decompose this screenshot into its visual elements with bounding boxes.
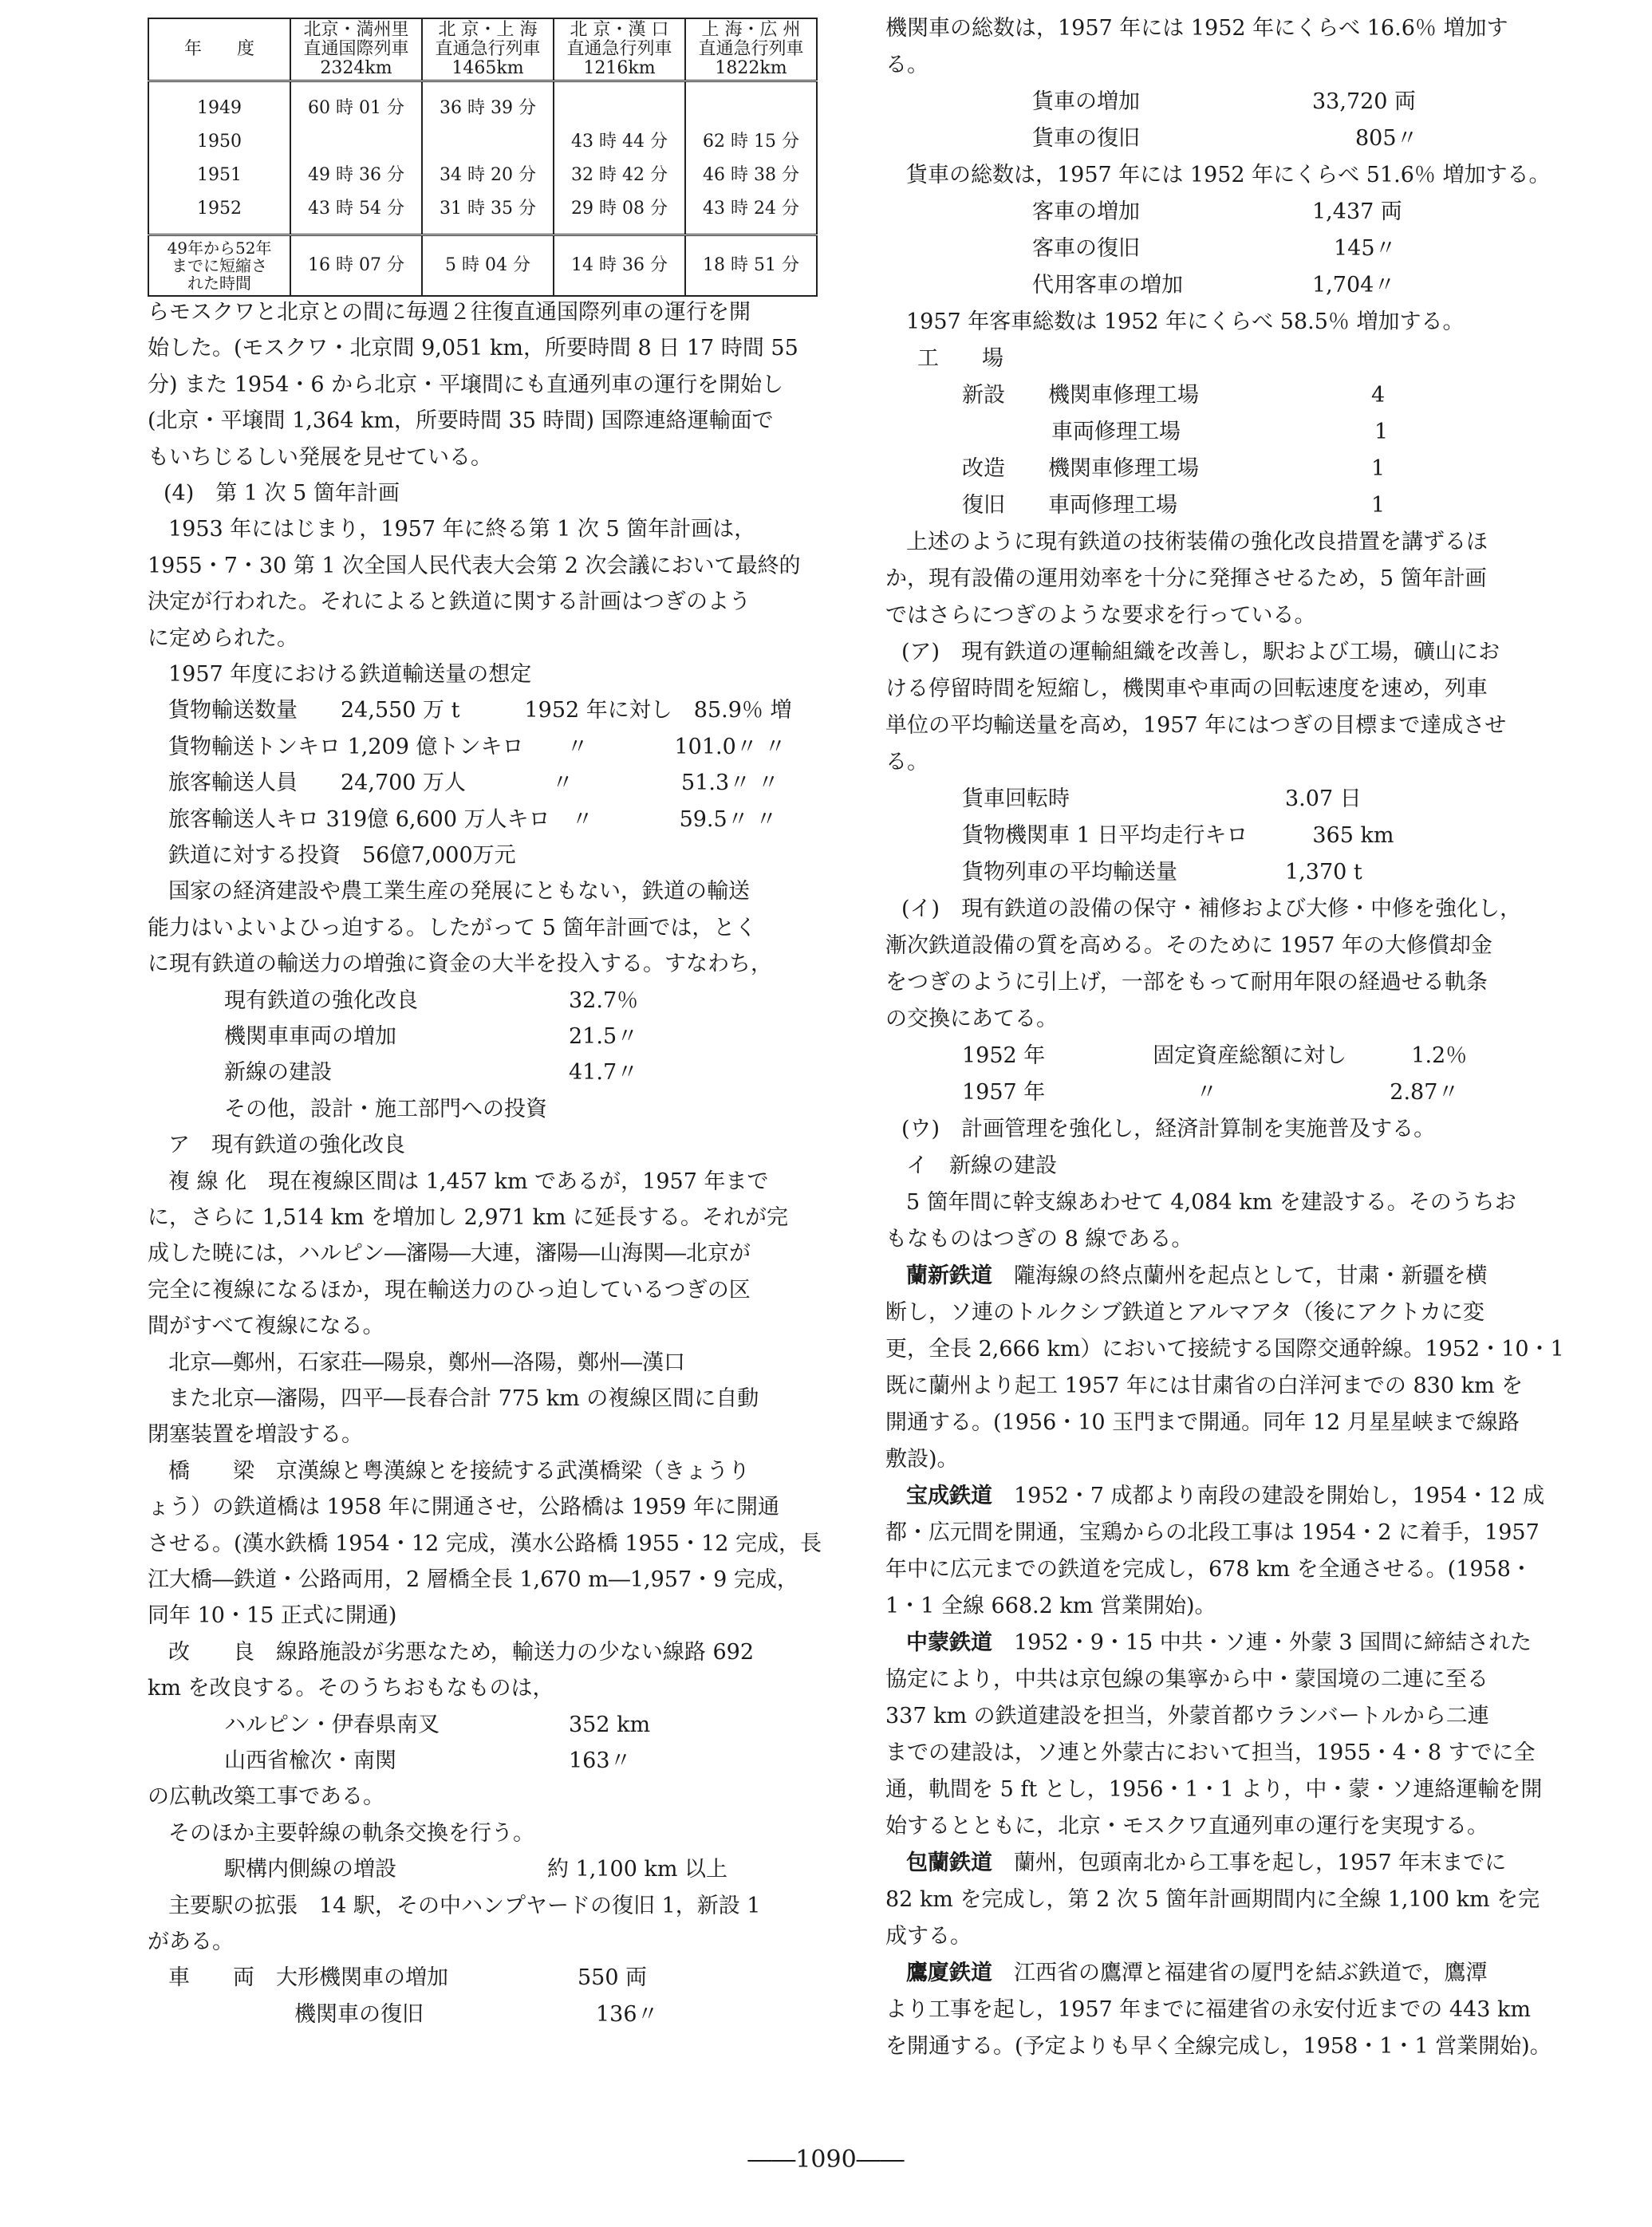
text-line: 1952 年 固定資産総額に対し 1.2％ bbox=[962, 1043, 1468, 1068]
table-header-row bbox=[148, 18, 817, 81]
text-line: 上述のように現有鉄道の技術装備の強化改良措置を講ずるほ bbox=[906, 530, 1488, 554]
text-line: 代用客車の増加 1,704〃 bbox=[1032, 273, 1396, 298]
text-line: の交換にあてる。 bbox=[885, 1007, 1058, 1031]
text-line: 貨車の復旧 805〃 bbox=[1032, 126, 1418, 151]
text-line: 新設 機関車修理工場 4 bbox=[962, 383, 1386, 408]
text-line: もなものはつぎの 8 線である。 bbox=[885, 1227, 1193, 1251]
text-line: 敷設)。 bbox=[885, 1447, 959, 1472]
text-line: そのほか主要幹線の軌条交換を行う。 bbox=[168, 1820, 534, 1846]
table-summary-label: 49年から52年 までに短縮さ れた時間 bbox=[148, 235, 290, 297]
text-line: ょう）の鉄道橋は 1958 年に開通させ，公路橋は 1959 年に開通 bbox=[148, 1495, 779, 1520]
table-row bbox=[148, 81, 817, 126]
text-line: 機関車の復旧 136〃 bbox=[294, 2001, 659, 2027]
text-line: 北京―鄭州，石家荘―陽泉，鄭州―洛陽，鄭州―漢口 bbox=[168, 1350, 685, 1375]
text-line: 都・広元間を開通，宝鶏からの北段工事は 1954・2 に着手，1957 bbox=[885, 1520, 1540, 1545]
text-line: 82 km を完成し，第 2 次 5 箇年計画期間内に全線 1,100 km を完 bbox=[885, 1887, 1540, 1912]
text-line: ハルピン・伊春県南叉 352 km bbox=[224, 1712, 651, 1737]
travel-time-table bbox=[148, 18, 818, 297]
text-line: 始するとともに，北京・モスクワ直通列車の運行を実現する。 bbox=[885, 1814, 1488, 1839]
text-line: 断し，ソ連のトルクシブ鉄道とアルマアタ（後にアクトカに変 bbox=[885, 1300, 1484, 1325]
text-line: より工事を起し，1957 年までに福建省の永安付近までの 443 km bbox=[885, 1997, 1531, 2022]
text-line: 新線の建設 41.7〃 bbox=[224, 1060, 639, 1086]
text-line: 能力はいよいよひっ迫する。したがって 5 箇年計画では，とく bbox=[148, 915, 757, 940]
text-line bbox=[906, 1482, 1544, 1511]
text-line: の広軌改築工事である。 bbox=[148, 1784, 384, 1810]
text-line: ではさらにつぎのような要求を行っている。 bbox=[885, 603, 1316, 628]
text-line: を開通する。(予定よりも早く全線完成し，1958・1・1 営業開始)。 bbox=[885, 2034, 1551, 2059]
table-cell: 49 時 36 分 bbox=[290, 159, 422, 192]
text-line: (ウ) 計画管理を強化し，経済計算制を実施普及する。 bbox=[901, 1117, 1436, 1141]
table-cell: 29 時 08 分 bbox=[554, 192, 685, 235]
table-cell: 34 時 20 分 bbox=[422, 159, 554, 192]
railway-name: 鷹廈鉄道 bbox=[906, 1961, 992, 1985]
table-cell bbox=[685, 81, 817, 126]
text-rest: 1952・7 成都より南段の建設を開始し，1954・12 成 bbox=[992, 1484, 1545, 1508]
text-line: に，さらに 1,514 km を増加し 2,971 km に延長する。それが完 bbox=[148, 1205, 789, 1230]
text-line bbox=[906, 1849, 1506, 1878]
text-line: 客車の増加 1,437 両 bbox=[1032, 199, 1402, 224]
text-line: 貨車回転時 3.07 日 bbox=[962, 786, 1362, 811]
table-cell: 32 時 42 分 bbox=[554, 159, 685, 192]
railway-name: 宝成鉄道 bbox=[906, 1484, 992, 1508]
text-rest: 1952・9・15 中共・ソ連・外蒙 3 国間に締結された bbox=[992, 1630, 1532, 1655]
text-line: 貨物輸送数量 24,550 万 t 1952 年に対し 85.9％ 増 bbox=[168, 698, 792, 723]
table-header-year: 年 度 bbox=[148, 18, 290, 81]
text-line: 工 場 bbox=[917, 346, 1003, 371]
text-line: 単位の平均輸送量を高め，1957 年にはつぎの目標まで達成させ bbox=[885, 713, 1507, 738]
table-cell: 1950 bbox=[148, 125, 290, 159]
text-line: 機関車車両の増加 21.5〃 bbox=[224, 1024, 639, 1049]
table-cell bbox=[422, 125, 554, 159]
table-header-col: 北京・満州里 直通国際列車 2324km bbox=[290, 18, 422, 81]
text-line: 1957 年客車総数は 1952 年にくらべ 58.5％ 増加する。 bbox=[906, 309, 1465, 334]
text-line: 5 箇年間に幹支線あわせて 4,084 km を建設する。そのうちお bbox=[906, 1190, 1516, 1215]
text-line: もいちじるしい発展を見せている。 bbox=[148, 444, 492, 470]
text-line: 決定が行われた。それによると鉄道に関する計画はつぎのよう bbox=[148, 589, 751, 615]
page-number: ――1090―― bbox=[747, 2146, 905, 2174]
text-line: ア 現有鉄道の強化改良 bbox=[168, 1133, 405, 1158]
text-line bbox=[906, 1262, 1487, 1291]
text-line: 車両修理工場 1 bbox=[1051, 420, 1389, 444]
text-line: 旅客輸送人員 24,700 万人 〃 51.3〃 〃 bbox=[168, 771, 779, 796]
text-rest: 隴海線の終点蘭州を起点として，甘粛・新疆を横 bbox=[992, 1263, 1488, 1288]
text-line: 旅客輸送人キロ 319億 6,600 万人キロ 〃 59.5〃 〃 bbox=[168, 806, 778, 832]
text-line: させる。(漢水鉄橋 1954・12 完成，漢水公路橋 1955・12 完成，長 bbox=[148, 1531, 822, 1556]
text-line: 分) また 1954・6 から北京・平壌間にも直通列車の運行を開始し bbox=[148, 372, 784, 397]
text-line: 1955・7・30 第 1 次全国人民代表大会第 2 次会議において最終的 bbox=[148, 553, 801, 578]
text-line: 橋 梁 京漢線と粤漢線とを接続する武漢橋梁（きょうり bbox=[168, 1458, 750, 1484]
text-line: 337 km の鉄道建設を担当，外蒙首都ウランバートルから二連 bbox=[885, 1704, 1489, 1728]
text-line: 貨車の総数は，1957 年には 1952 年にくらべ 51.6％ 増加する。 bbox=[906, 163, 1551, 187]
text-line: 間がすべて複線になる。 bbox=[148, 1314, 384, 1339]
text-line: (ア) 現有鉄道の運輸組織を改善し，駅および工場，礦山にお bbox=[901, 640, 1500, 664]
table-cell: 16 時 07 分 bbox=[290, 235, 422, 297]
text-line: がある。 bbox=[148, 1929, 234, 1954]
table-cell: 5 時 04 分 bbox=[422, 235, 554, 297]
table-cell: 43 時 44 分 bbox=[554, 125, 685, 159]
text-line: 1957 年度における鉄道輸送量の想定 bbox=[168, 662, 532, 687]
text-line: 鉄道に対する投資 56億7,000万元 bbox=[168, 843, 516, 868]
text-line: 貨物機関車 1 日平均走行キロ 365 km bbox=[962, 823, 1394, 848]
text-line: 1・1 全線 668.2 km 営業開始)。 bbox=[885, 1594, 1216, 1618]
text-rest: 蘭州，包頭南北から工事を起し，1957 年末までに bbox=[992, 1851, 1507, 1875]
text-line: 貨車の増加 33,720 両 bbox=[1032, 89, 1417, 114]
text-line: をつぎのように引上げ，一部をもって耐用年限の経過せる軌条 bbox=[885, 970, 1488, 995]
text-line: イ 新線の建設 bbox=[906, 1153, 1057, 1178]
railway-name: 包蘭鉄道 bbox=[906, 1851, 992, 1875]
text-line: 駅構内側線の増設 約 1,100 km 以上 bbox=[224, 1857, 728, 1882]
text-line: 通，軌間を 5 ft とし，1956・1・1 より，中・蒙・ソ連絡運輸を開 bbox=[885, 1777, 1543, 1802]
text-line: 国家の経済建設や農工業生産の発展にともない，鉄道の輸送 bbox=[168, 879, 750, 905]
text-line: 1957 年 〃 2.87〃 bbox=[962, 1080, 1460, 1105]
text-line: 貨物列車の平均輸送量 1,370 t bbox=[962, 860, 1362, 885]
text-line: 複 線 化 現在複線区間は 1,457 km であるが，1957 年まで bbox=[168, 1169, 769, 1194]
text-line: (4) 第 1 次 5 箇年計画 bbox=[164, 481, 400, 506]
text-line: に現有鉄道の輸送力の増強に資金の大半を投入する。すなわち， bbox=[148, 952, 772, 977]
text-line: 主要駅の拡張 14 駅，その中ハンプヤードの復旧 1，新設 1 bbox=[168, 1893, 761, 1918]
text-line: 江大橋―鉄道・公路両用，2 層橋全長 1,670 m―1,957・9 完成， bbox=[148, 1567, 798, 1592]
text-line: 同年 10・15 正式に開通) bbox=[148, 1603, 397, 1629]
text-line: らモスクワと北京との間に毎週２往復直通国際列車の運行を開 bbox=[148, 300, 751, 325]
text-line: km を改良する。そのうちおもなものは， bbox=[148, 1676, 554, 1701]
text-line: 貨物輸送トンキロ 1,209 億トンキロ 〃 101.0〃 〃 bbox=[168, 734, 787, 759]
text-rest: 江西省の鷹潭と福建省の厦門を結ぶ鉄道で，鷹潭 bbox=[992, 1961, 1488, 1985]
table-cell: 62 時 15 分 bbox=[685, 125, 817, 159]
text-line: 改 良 線路施設が劣悪なため，輸送力の少ない線路 692 bbox=[168, 1639, 755, 1665]
table-cell: 1949 bbox=[148, 81, 290, 126]
table-cell: 18 時 51 分 bbox=[685, 235, 817, 297]
text-line bbox=[906, 1629, 1532, 1657]
text-line: までの建設は，ソ連と外蒙古において担当，1955・4・8 すでに全 bbox=[885, 1740, 1536, 1765]
text-line: 山西省楡次・南関 163〃 bbox=[224, 1748, 632, 1773]
table-header-col: 上 海・広 州 直通急行列車 1822km bbox=[685, 18, 817, 81]
table-header-col: 北 京・上 海 直通急行列車 1465km bbox=[422, 18, 554, 81]
table-cell: 1952 bbox=[148, 192, 290, 235]
text-line: ける停留時間を短縮し，機関車や車両の回転速度を速め，列車 bbox=[885, 676, 1488, 701]
text-line: 現有鉄道の強化改良 32.7％ bbox=[224, 987, 639, 1013]
text-line bbox=[906, 1959, 1487, 1988]
railway-name: 蘭新鉄道 bbox=[906, 1263, 992, 1288]
text-line: か，現有設備の運用効率を十分に発揮させるため，5 箇年計画 bbox=[885, 566, 1487, 591]
text-line: 車 両 大形機関車の増加 550 両 bbox=[168, 1965, 648, 1991]
text-line: 漸次鉄道設備の質を高める。そのために 1957 年の大修償却金 bbox=[885, 933, 1492, 958]
text-line: 協定により，中共は京包線の集寧から中・蒙国境の二連に至る bbox=[885, 1667, 1488, 1692]
text-line: また北京―瀋陽，四平―長春合計 775 km の複線区間に自動 bbox=[168, 1386, 759, 1411]
text-line: る。 bbox=[885, 53, 929, 77]
table-cell bbox=[554, 81, 685, 126]
text-line: 完全に複線になるほか，現在輸送力のひっ迫しているつぎの区 bbox=[148, 1277, 751, 1303]
table-header-col: 北 京・漢 口 直通急行列車 1216km bbox=[554, 18, 685, 81]
text-line: 年中に広元までの鉄道を完成し，678 km を全通させる。(1958・ bbox=[885, 1557, 1532, 1582]
text-line: 復旧 車両修理工場 1 bbox=[962, 493, 1386, 518]
text-line: その他，設計・施工部門への投資 bbox=[224, 1096, 547, 1121]
text-line: 客車の復旧 145〃 bbox=[1032, 236, 1397, 261]
railway-name: 中蒙鉄道 bbox=[906, 1630, 992, 1655]
text-line: (北京・平壌間 1,364 km，所要時間 35 時間) 国際連絡運輸面で bbox=[148, 408, 774, 434]
text-line: 成する。 bbox=[885, 1924, 972, 1949]
text-line: 成した暁には，ハルピン―瀋陽―大連，瀋陽―山海関―北京が bbox=[148, 1241, 751, 1267]
text-line: (イ) 現有鉄道の設備の保守・補修および大修・中修を強化し， bbox=[901, 897, 1522, 921]
table-cell bbox=[290, 125, 422, 159]
table-cell: 14 時 36 分 bbox=[554, 235, 685, 297]
table-cell: 1951 bbox=[148, 159, 290, 192]
text-line: る。 bbox=[885, 750, 929, 775]
text-line: 開通する。(1956・10 玉門まで開通。同年 12 月星星峡まで線路 bbox=[885, 1410, 1520, 1435]
text-line: 閉塞装置を増設する。 bbox=[148, 1422, 363, 1448]
table-cell: 60 時 01 分 bbox=[290, 81, 422, 126]
table-row bbox=[148, 159, 817, 192]
text-line: 機関車の総数は，1957 年には 1952 年にくらべ 16.6％ 増加す bbox=[885, 16, 1508, 41]
table-cell: 43 時 24 分 bbox=[685, 192, 817, 235]
text-line: 1953 年にはじまり，1957 年に終る第 1 次 5 箇年計画は， bbox=[168, 517, 756, 542]
text-line: に定められた。 bbox=[148, 625, 298, 651]
table-summary-row bbox=[148, 235, 817, 297]
text-line: 更，全長 2,666 km）において接続する国際交通幹線。1952・10・1 bbox=[885, 1337, 1564, 1362]
table-cell: 46 時 38 分 bbox=[685, 159, 817, 192]
table-cell: 31 時 35 分 bbox=[422, 192, 554, 235]
text-line: 既に蘭州より起工 1957 年には甘粛省の白洋河までの 830 km を bbox=[885, 1374, 1524, 1398]
table-cell: 36 時 39 分 bbox=[422, 81, 554, 126]
table-cell: 43 時 54 分 bbox=[290, 192, 422, 235]
table-row bbox=[148, 192, 817, 235]
text-line: 改造 機関車修理工場 1 bbox=[962, 456, 1386, 481]
text-line: 始した。(モスクワ・北京間 9,051 km，所要時間 8 日 17 時間 55 bbox=[148, 336, 798, 361]
table-row bbox=[148, 125, 817, 159]
